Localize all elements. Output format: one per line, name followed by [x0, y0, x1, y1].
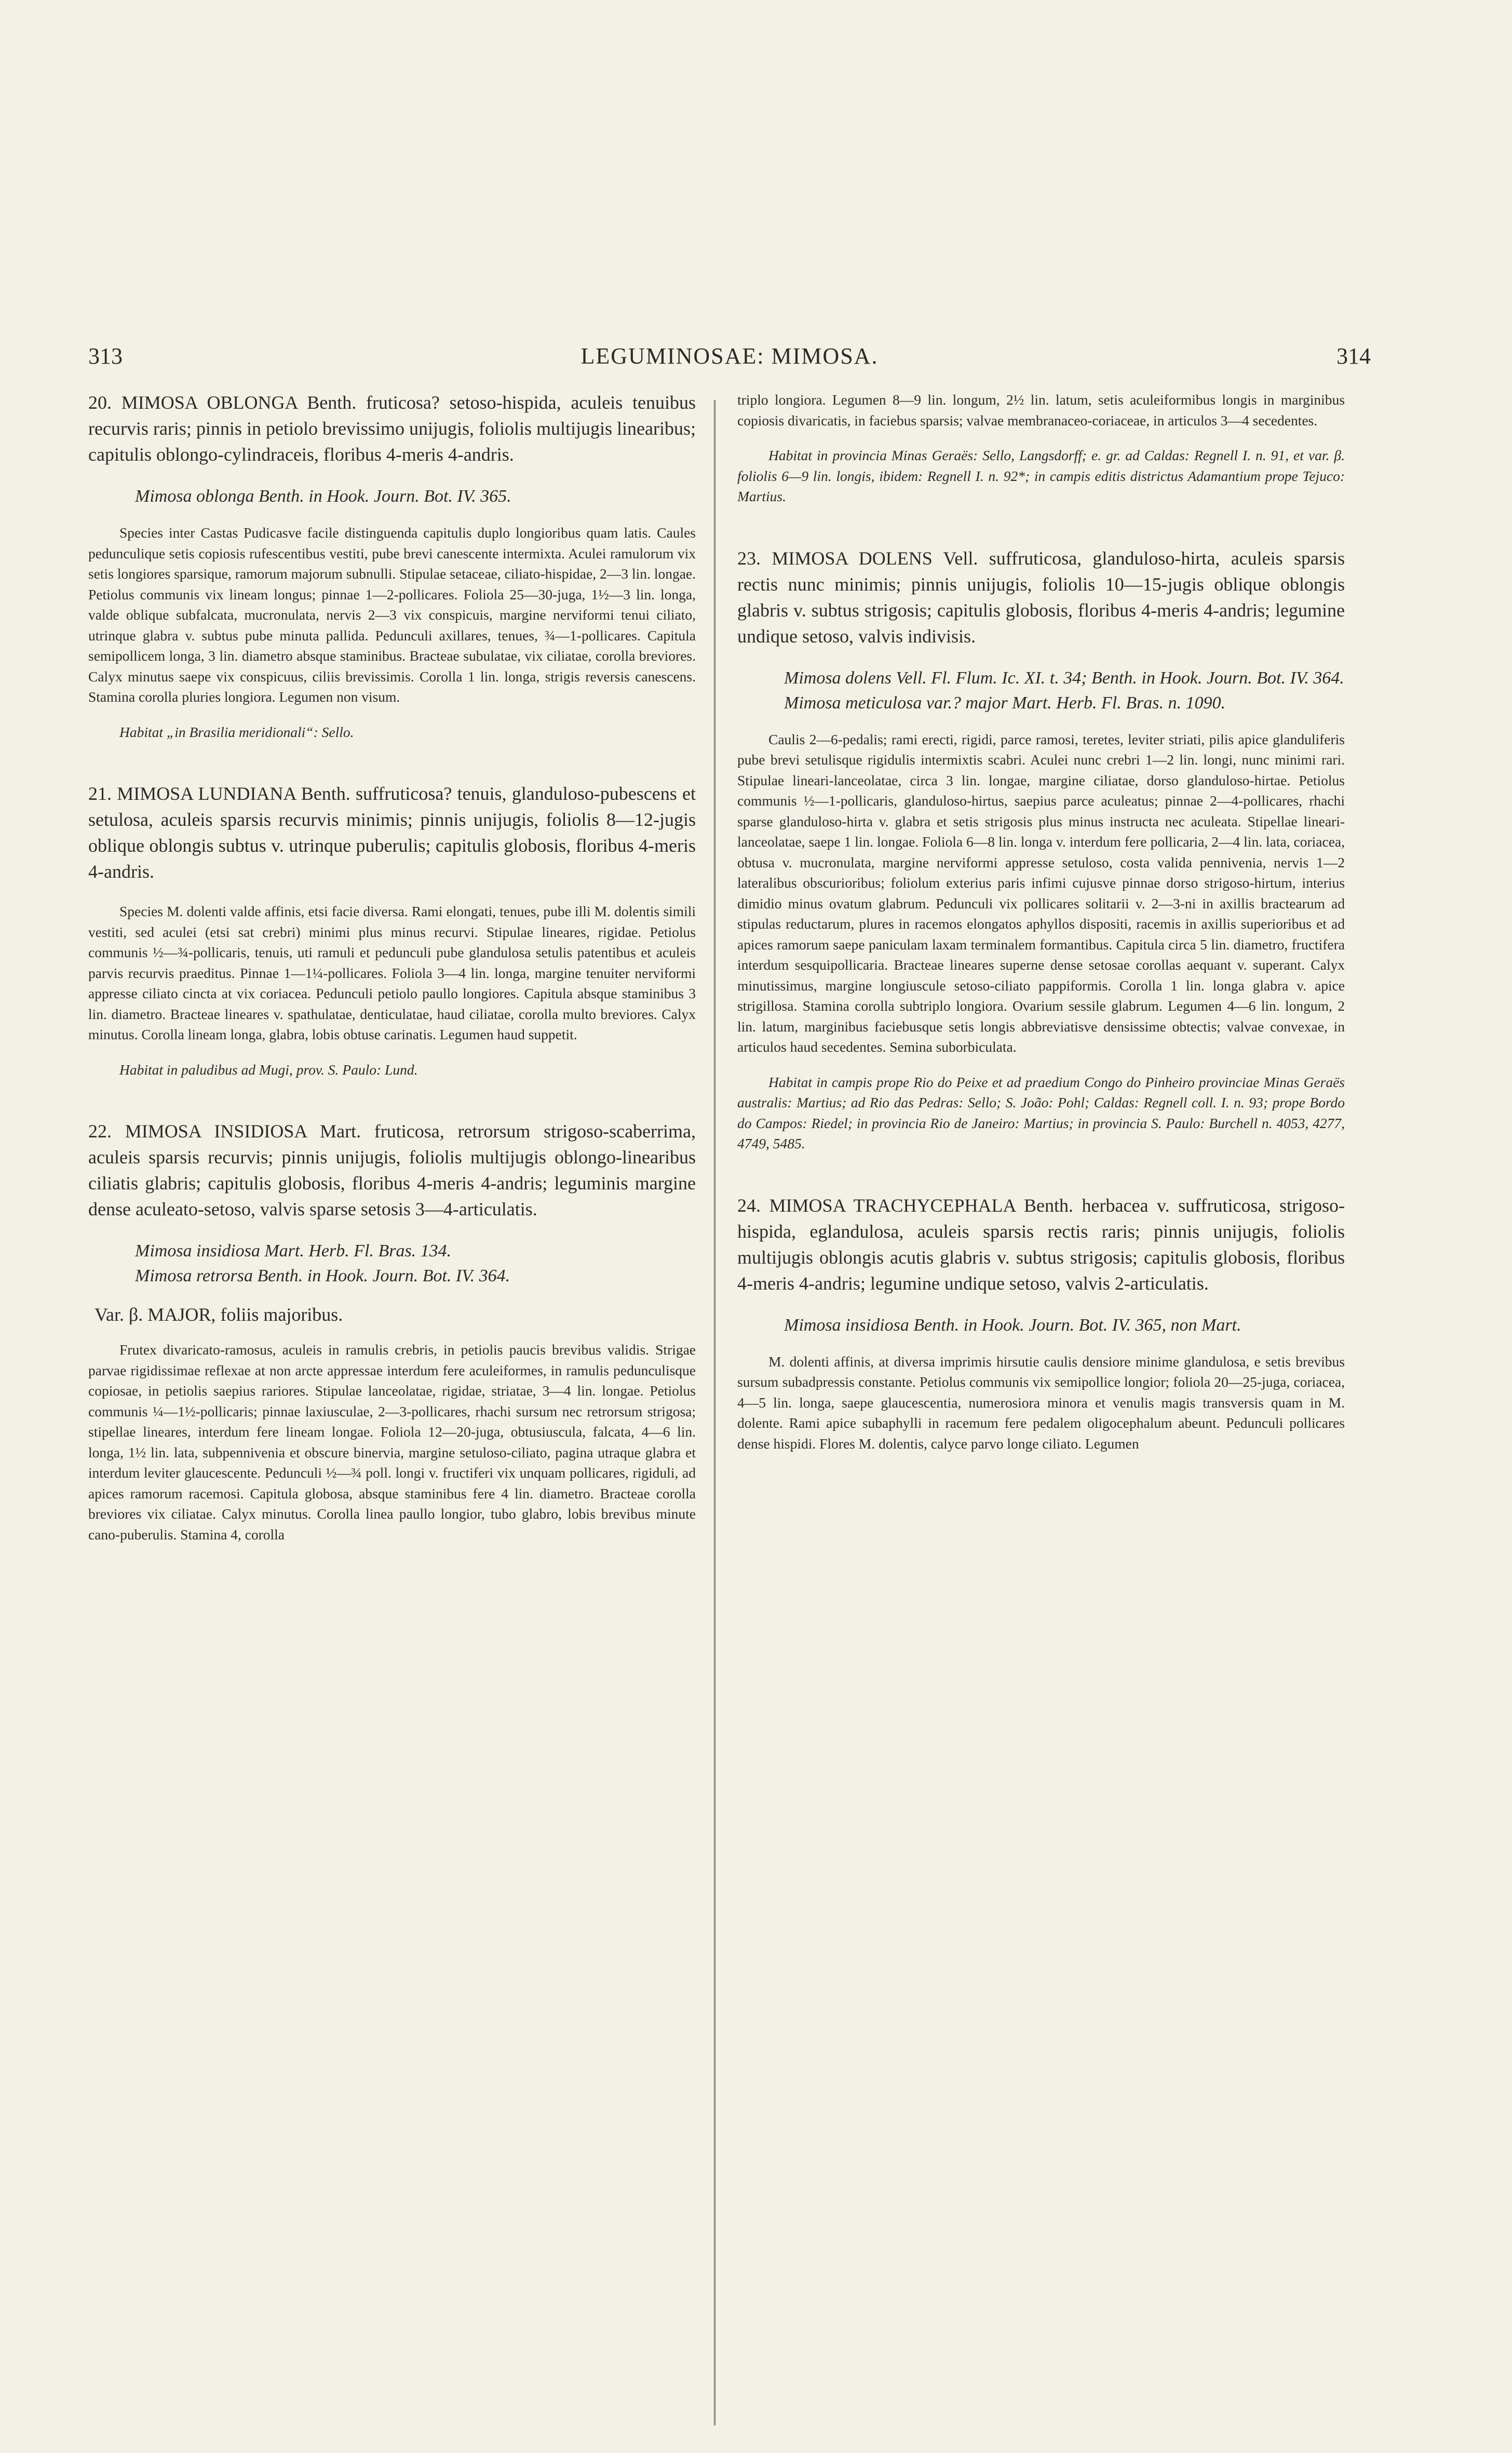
species-20-description: Species inter Castas Pudicasve facile distinguenda capitulis duplo longioribus quam latis. Caules pedunculique setis copiosis rufescentibus vestiti, pube brevi canescente intermixta. Aculei ramulorum vix setis longiores sparsique, ramorum majorum subnulli. Stipulae setaceae, ciliato-hispidae, 2—3 lin. longae. Petiolus communis vix lineam longus; pinnae 1—2-pollicares. Foliola 25—30-juga, 1½—3 lin. longa, valde oblique subfalcata, mucronulata, nervis 2—3 vix conspicuis, margine nerviformi tenui ciliato, utrinque glabra v. subtus pube minuta pallida. Pedunculi axillares, tenues, ¾—1-pollicares. Capitula semipollicem longa, 3 lin. diametro absque staminibus. Bracteae subulatae, vix ciliatae, corolla breviores. Calyx minutus saepe vix conspicuus, ciliis brevissimis. Corolla 1 lin. longa, strigis reversis canescens. Stamina corolla pluries longiora. Legumen non visum. — [88, 525, 696, 705]
species-24-diagnosis: 24. MIMOSA TRACHYCEPHALA Benth. herbacea v. suffruticosa, strigoso-hispida, eglandulosa, aculeis sparsis rectis raris; pinnis unijugis, foliolis multijugis oblongis acutis glabris v. subtus strigosis; capitulis globosis, floribus 4-meris 4-andris; legumine undique setoso, valvis 2-articulatis. — [737, 1195, 1345, 1294]
species-22-diagnosis: 22. MIMOSA INSIDIOSA Mart. fruticosa, retrorsum strigoso-scaberrima, aculeis sparsis recurvis; pinnis unijugis, foliolis multijugis oblongo-linearibus ciliatis glabris; capitulis globosis, floribus 4-meris 4-andris; leguminis margine dense aculeato-setoso, valvis sparse setosis 3—4-articulatis. — [88, 1121, 696, 1219]
species-22-description: Frutex divaricato-ramosus, aculeis in ramulis crebris, in petiolis paucis brevibus validis. Strigae parvae rigidissimae reflexae at non arcte appressae interdum fere aculeiformes, in ramulis pedunculisque copiosae, in petiolis saepius rariores. Stipulae lanceolatae, rigidae, striatae, 3—4 lin. longae. Petiolus communis ¼—1½-pollicaris; pinnae laxiusculae, 2—3-pollicares, rhachi sursum nec retrorsum strigosa; stipellae lineares, interdum fere lineam longae. Foliola 12—20-juga, obtusiuscula, falcata, 4—6 lin. longa, 1½ lin. lata, subpennivenia et obscure binervia, margine setuloso-ciliato, pagina utraque glabra et interdum leviter glaucescente. Pedunculi ½—¾ poll. longi v. fructiferi vix unquam pollicares, rigiduli, ad apices ramorum racemosi. Capitula globosa, absque staminibus fere 4 lin. diametro. Bracteae corolla breviores vix ciliatae. Calyx minutus. Corolla linea paullo longior, tubo glabro, lobis brevibus minute cano-puberulis. Stamina 4, corolla — [88, 1342, 696, 1543]
species-20-diagnosis: 20. MIMOSA OBLONGA Benth. fruticosa? setoso-hispida, aculeis tenuibus recurvis raris; pinnis in petiolo brevissimo unijugis, foliolis multijugis linearibus; capitulis oblongo-cylindraceis, floribus 4-meris 4-andris. — [88, 392, 696, 465]
species-22-synonym-2: Mimosa retrorsa Benth. in Hook. Journ. Bot. IV. 364. — [135, 1266, 510, 1285]
species-21-description: Species M. dolenti valde affinis, etsi facie diversa. Rami elongati, tenues, pube illi M. dolentis simili vestiti, sed aculei (etsi sat crebri) minimi plus minus recurvi. Stipulae lineares, rigidae. Petiolus communis ½—¾-pollicaris, tenuis, uti ramuli et pedunculi pube glandulosa setulis patentibus et aculeis parvis recurvis praeditus. Pinnae 1—1¼-pollicares. Foliola 3—4 lin. longa, margine tenuiter nerviformi appresse ciliato cincta at vix coriacea. Pedunculi petiolo paullo longiores. Capitula absque staminibus 3 lin. diametro. Bracteae lineares v. spathulatae, denticulatae, haud ciliatae, corolla multo breviores. Calyx minutus. Corolla lineam longa, glabra, lobis obtuse carinatis. Legumen haud suppetit. — [88, 903, 696, 1042]
left-column — [88, 390, 696, 2400]
species-24-synonym: Mimosa insidiosa Benth. in Hook. Journ. Bot. IV. 365, non Mart. — [784, 1315, 1241, 1335]
species-23-description: Caulis 2—6-pedalis; rami erecti, rigidi, parce ramosi, teretes, leviter striati, pilis apice glanduliferis pube brevi setulisque rigidulis intermixtis scabri. Aculei nunc crebri 1—2 lin. longi, nunc minimi rari. Stipulae lineari-lanceolatae, circa 3 lin. longae, margine ciliatae, dorso glanduloso-hirtae. Petiolus communis ½—1-pollicaris, glanduloso-hirtus, saepius parce aculeatus; pinnae 2—4-pollicares, rhachi sparse glanduloso-hirta v. glabra et setis strigosis plus minus instructa nec aculeata. Stipellae lineari-lanceolatae, saepe 1 lin. longae. Foliola 6—8 lin. longa v. interdum fere pollicaria, 2—4 lin. lata, coriacea, obtusa v. mucronulata, margine nerviformi appresse setuloso, costa valida pennivenia, nervis 1—2 lateralibus obscurioribus; foliolum exterius paris infimi cujusve pinnae dorso strigoso-hirtum, interius dimidio minus ovatum glabrum. Pedunculi vix pollicares solitarii v. 2—3-ni in axillis bractearum ad stipulas reductarum, plures in racemos elongatos aphyllos dispositi, racemis in axillis superioribus et ad apices ramorum saepe paniculam laxam terminalem formantibus. Capitula circa 5 lin. diametro, fructifera interdum sesquipollicaria. Bracteae lineares superne dense setosae corollas aequant v. superant. Calyx minutissimus, margine longiuscule setoso-ciliato pappiformis. Corolla 1 lin. longa glabra v. apice strigillosa. Stamina corolla subtriplo longiora. Ovarium sessile glabrum. Legumen 4—6 lin. longum, 2 lin. latum, marginibus faciebusque setis longis abbreviatisve densissime obtectis; valvae convexae, in articulos haud secedentes. Semina suborbiculata. — [737, 731, 1345, 1055]
species-20-synonym: Mimosa oblonga Benth. in Hook. Journ. Bot. IV. 365. — [135, 487, 511, 506]
right-column — [737, 390, 1345, 2400]
page-number-right: 314 — [1336, 343, 1371, 369]
species-22-habitat: Habitat in provincia Minas Geraës: Sello, Langsdorff; e. gr. ad Caldas: Regnell I. n. 91, et var. β. foliolis 6—9 lin. longis, ibidem: Regnell I. n. 92*; in campis editis districtus Adamantium prope Tejuco: Martius. — [737, 447, 1345, 504]
species-23-diagnosis: 23. MIMOSA DOLENS Vell. suffruticosa, glanduloso-hirta, aculeis sparsis rectis nunc minimis; pinnis unijugis, foliolis 10—15-jugis oblique oblongis glabris v. subtus strigosis; capitulis globosis, floribus 4-meris 4-andris; legumine undique setoso, valvis indivisis. — [737, 547, 1345, 647]
species-22-description-continued: triplo longiora. Legumen 8—9 lin. longum, 2½ lin. latum, setis aculeiformibus longis in marginibus copiosis divaricatis, in faciebus sparsis; valvae membranaceo-coriaceae, in articulos 3—4 secedentes. — [737, 392, 1345, 428]
species-24-description: M. dolenti affinis, at diversa imprimis hirsutie caulis densiore minime glandulosa, e setis brevibus sursum subadpressis constante. Petiolus communis vix semipollice longior; foliola 20—25-juga, coriacea, 4—5 lin. longa, saepe glaucescentia, numerosiora minora et venulis magis transversis quam in M. dolente. Rami apice subaphylli in racemum fere pedalem oligocephalum abeunt. Pedunculi pollicares dense hispidi. Flores M. dolentis, calyce parvo longe ciliato. Legumen — [737, 1353, 1345, 1452]
species-21-habitat: Habitat in paludibus ad Mugi, prov. S. Paulo: Lund. — [119, 1061, 418, 1078]
species-23-synonym-1: Mimosa dolens Vell. Fl. Flum. Ic. XI. t. 34; Benth. in Hook. Journ. Bot. IV. 364. — [784, 668, 1344, 688]
species-23-synonym-2: Mimosa meticulosa var.? major Mart. Herb. Fl. Bras. n. 1090. — [784, 693, 1225, 713]
species-20-habitat: Habitat „in Brasilia meridionali“: Sello. — [119, 723, 354, 740]
species-23-habitat: Habitat in campis prope Rio do Peixe et ad praedium Congo do Pinheiro provinciae Minas Geraës australis: Martius; ad Rio das Pedras: Sello; S. João: Pohl; Caldas: Regnell coll. I. n. 93; prope Bordo do Campos: Riedel; in provincia Rio de Janeiro: Martius; in provincia S. Paulo: Burchell n. 4053, 4277, 4749, 5485. — [737, 1074, 1345, 1151]
species-22-variety: Var. β. MAJOR, foliis majoribus. — [95, 1304, 343, 1325]
column-divider — [714, 400, 716, 2425]
running-header — [88, 343, 1371, 374]
species-22-synonym-1: Mimosa insidiosa Mart. Herb. Fl. Bras. 134. — [135, 1241, 452, 1261]
page-number-left: 313 — [88, 343, 123, 369]
species-21-diagnosis: 21. MIMOSA LUNDIANA Benth. suffruticosa? tenuis, glanduloso-pubescens et setulosa, aculeis sparsis recurvis minimis; pinnis unijugis, foliolis 8—12-jugis oblique oblongis subtus v. utrinque puberulis; capitulis globosis, floribus 4-meris 4-andris. — [88, 783, 696, 882]
running-head-title: LEGUMINOSAE: MIMOSA. — [580, 343, 879, 369]
